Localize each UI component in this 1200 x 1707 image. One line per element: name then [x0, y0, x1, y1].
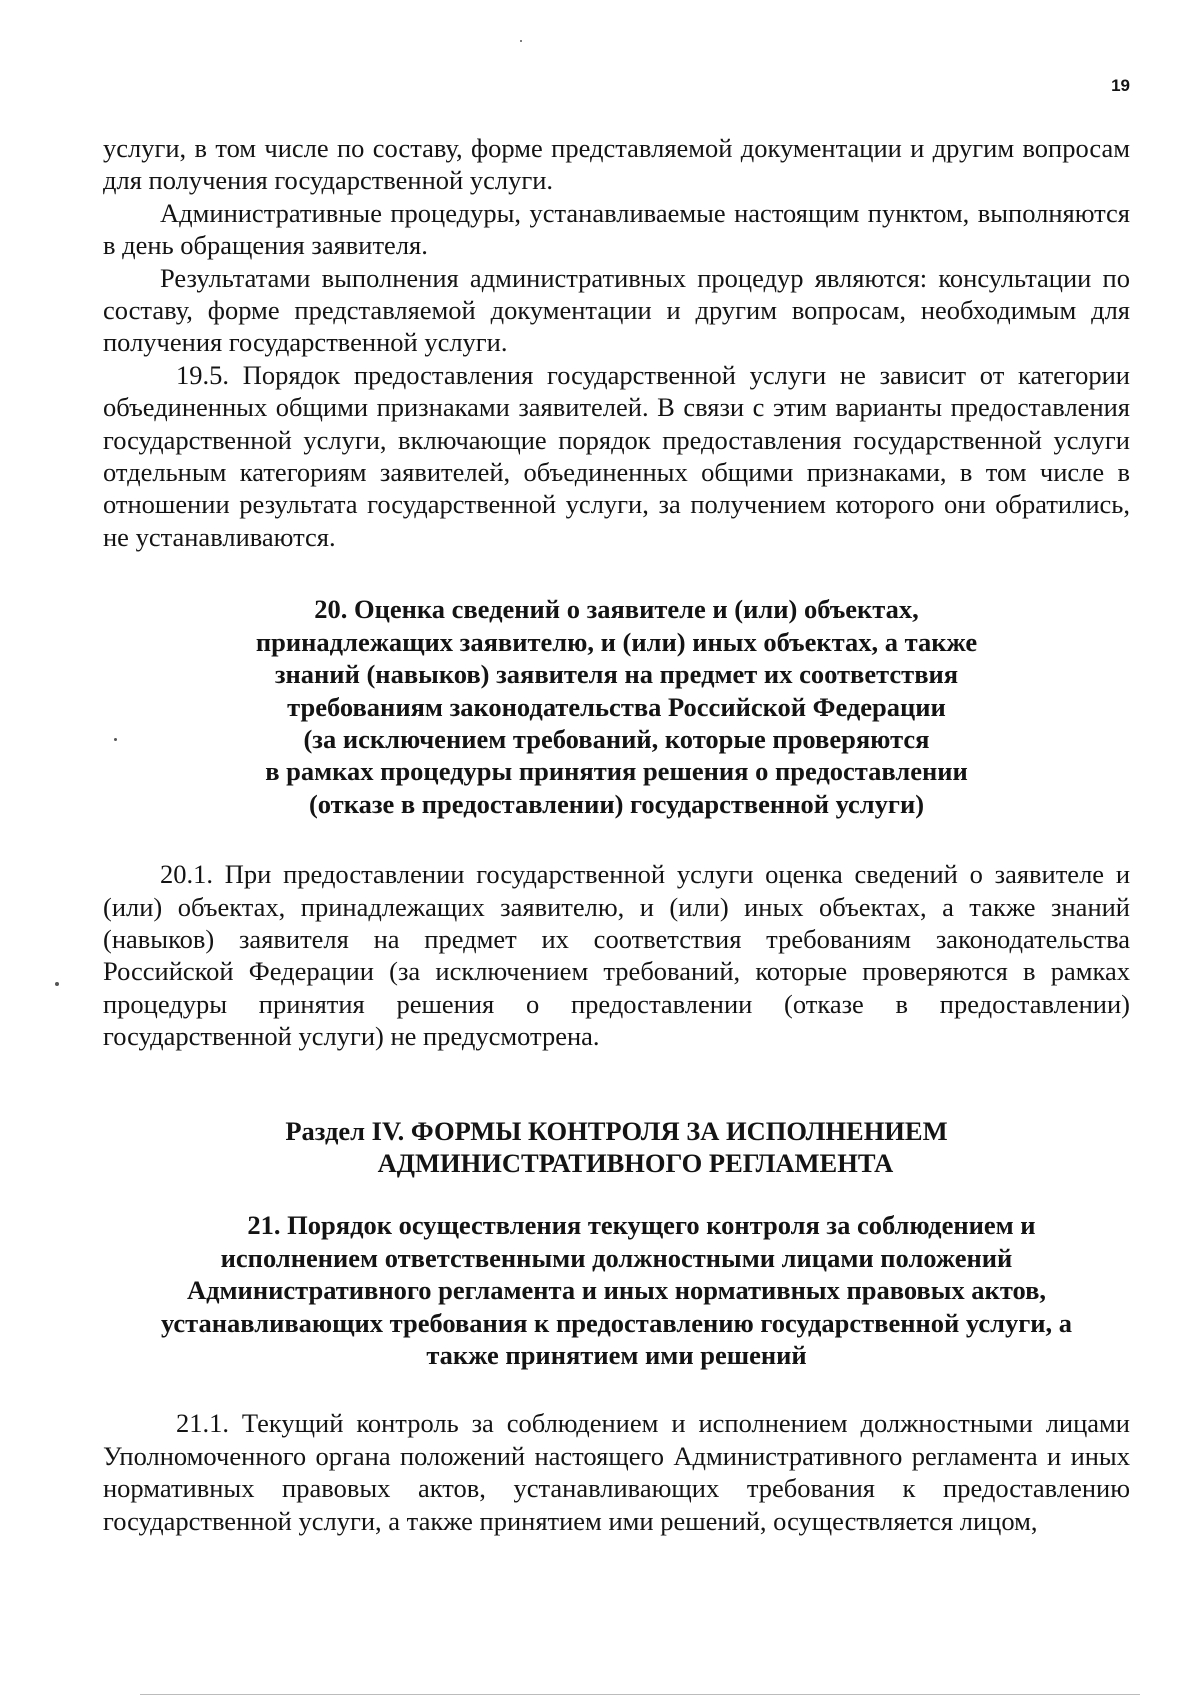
heading-line: в рамках процедуры принятия решения о предоставлении [265, 756, 968, 787]
paragraph-19-5: 19.5. Порядок предоставления государственной услуги не зависит от категории объединенных общими признаками заявителей. В связи с этим варианты предоставления государственной услуги, включающие порядок предоставления государственной услуги отдельным категориям заявителей, объединенных общими признаками, в том числе в отношении результата государственной услуги, за получением которого они обратились, не устанавливаются. [103, 359, 1130, 552]
document-body [103, 132, 1130, 1537]
paragraph-continuation: услуги, в том числе по составу, форме представляемой документации и другим вопросам для получения государственной услуги. [103, 133, 1130, 196]
section-heading [103, 1115, 1130, 1180]
scan-speck [520, 40, 522, 42]
paragraph-21-1: 21.1. Текущий контроль за соблюдением и исполнением должностными лицами Уполномоченного органа положений настоящего Административного регламента и иных нормативных правовых актов, устанавливающих требования к предоставлению государственной услуги, а также принятием ими решений, осуществляется лицом, [103, 1408, 1130, 1536]
heading-line: также принятием ими решений [426, 1340, 807, 1370]
heading-line: (отказе в предоставлении) государственной услуги) [308, 788, 925, 819]
section-heading-line: АДМИНИСТРАТИВНОГО РЕГЛАМЕНТА [377, 1147, 894, 1178]
heading-line: устанавливающих требования к предоставлению государственной услуги, а [160, 1307, 1073, 1338]
heading-line: исполнением ответственными должностными лицами положений [220, 1242, 1013, 1273]
heading-line: принадлежащих заявителю, и (или) иных объектах, а также [255, 626, 978, 657]
heading-line: 20. Оценка сведений о заявителе и (или) объектах, [314, 594, 919, 625]
page-number: 19 [1111, 76, 1130, 95]
heading-line: Административного регламента и иных нормативных правовых актов, [186, 1275, 1047, 1306]
heading-line: знаний (навыков) заявителя на предмет их соответствия [274, 659, 959, 690]
paragraph-procedures: Административные процедуры, устанавливаемые настоящим пунктом, выполняются в день обращения заявителя. [103, 197, 1130, 261]
scan-speck [114, 738, 117, 741]
scan-edge-line [140, 1694, 1140, 1695]
paragraph-20-1: 20.1. При предоставлении государственной услуги оценка сведений о заявителе и (или) объектах, принадлежащих заявителю, и (или) иных объектах, а также знаний (навыков) заявителя на предмет их соответствия требованиям законодательства Российской Федерации (за исключением требований, которые проверяются в рамках процедуры принятия решения о предоставлении (отказе в предоставлении) государственной услуги) не предусмотрена. [103, 859, 1130, 1052]
heading-line: (за исключением требований, которые проверяются [303, 723, 930, 754]
paragraph-results: Результатами выполнения административных процедур являются: консультации по составу, форме представляемой документации и другим вопросам, необходимым для получения государственной услуги. [103, 262, 1130, 358]
scan-speck [55, 982, 59, 986]
heading-line: требованиям законодательства Российской Федерации [287, 691, 946, 722]
heading-line: 21. Порядок осуществления текущего контроля за соблюдением и [247, 1210, 1036, 1241]
section-heading-line: Раздел IV. ФОРМЫ КОНТРОЛЯ ЗА ИСПОЛНЕНИЕМ [285, 1115, 948, 1146]
heading-20 [103, 593, 1130, 820]
heading-21 [103, 1209, 1130, 1371]
